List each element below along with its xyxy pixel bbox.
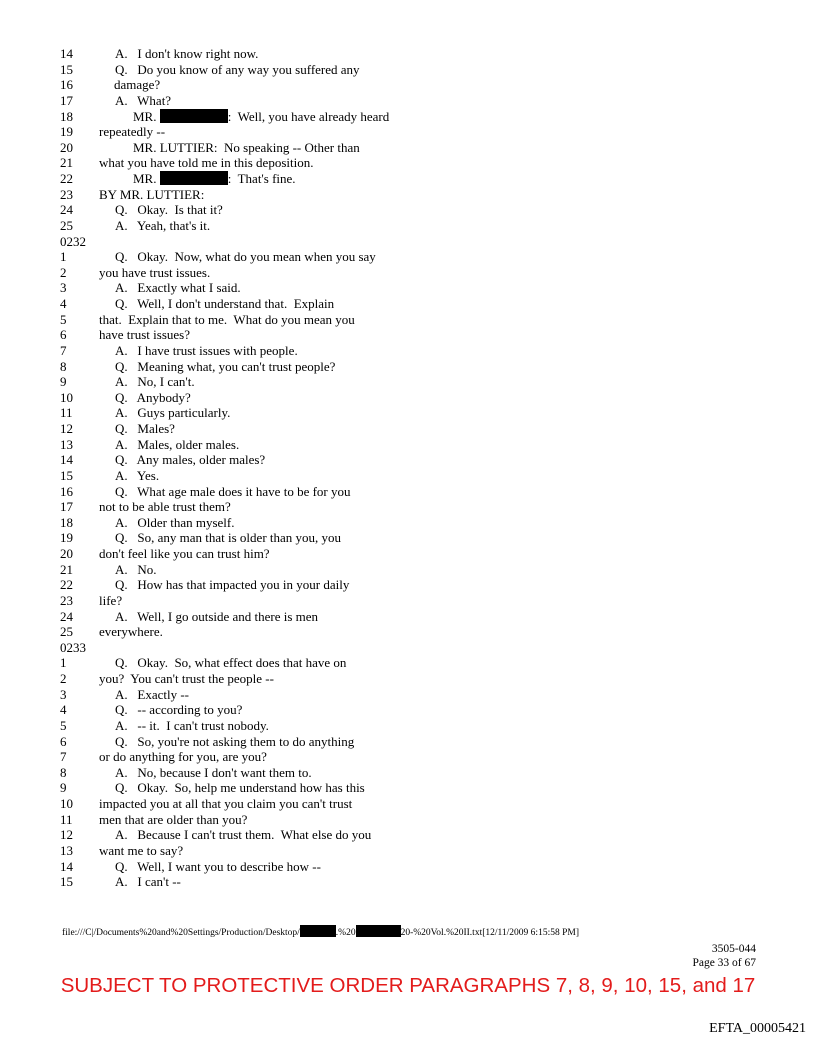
transcript-line <box>0 359 816 375</box>
transcript-line <box>0 796 816 812</box>
line-text <box>115 780 365 796</box>
line-text <box>115 296 334 312</box>
line-text <box>99 327 190 343</box>
line-text <box>115 827 371 843</box>
line-text-segment: A. I have trust issues with people. <box>115 342 298 358</box>
line-text-segment: Q. Okay. Is that it? <box>115 202 223 218</box>
line-number: 15 <box>60 874 73 890</box>
line-number: 15 <box>60 61 73 77</box>
transcript-line <box>0 780 816 796</box>
line-number: 5 <box>60 717 67 733</box>
line-text-segment: Q. How has that impacted you in your daily <box>115 577 350 593</box>
transcript-line <box>0 312 816 328</box>
line-number: 21 <box>60 155 73 171</box>
transcript-line <box>0 437 816 453</box>
line-number: 8 <box>60 764 67 780</box>
line-text-segment: everywhere. <box>99 624 163 640</box>
line-text-segment: that. Explain that to me. What do you mean you <box>99 311 355 327</box>
line-text <box>133 171 296 187</box>
line-text <box>99 187 204 203</box>
line-number: 14 <box>60 46 73 61</box>
line-text-segment: Q. So, any man that is older than you, you <box>115 530 342 546</box>
line-number: 14 <box>60 858 73 874</box>
line-text <box>99 265 210 281</box>
line-number: 25 <box>60 624 73 640</box>
line-number: 20 <box>60 139 73 155</box>
line-number: 10 <box>60 389 73 405</box>
line-text-segment: : That's fine. <box>227 171 296 186</box>
line-text-segment: or do anything for you, are you? <box>99 749 267 765</box>
page-number: Page 33 of 67 <box>692 957 756 969</box>
transcript-line <box>0 734 816 750</box>
transcript-line <box>0 249 816 265</box>
line-number: 25 <box>60 217 73 233</box>
line-text-segment: Q. -- according to you? <box>115 702 243 718</box>
redaction-bar <box>356 925 401 937</box>
line-text <box>115 468 159 484</box>
transcript-line <box>0 155 816 171</box>
line-text <box>115 687 189 703</box>
line-text <box>99 671 274 687</box>
line-text-segment: MR. <box>133 171 160 186</box>
line-text <box>99 593 122 609</box>
line-number: 7 <box>60 342 67 358</box>
line-number: 17 <box>60 92 73 108</box>
transcript-line <box>0 327 816 343</box>
line-text-segment: A. What? <box>115 92 172 108</box>
line-text <box>115 249 376 265</box>
line-text <box>115 218 210 234</box>
line-text-segment: Q. Anybody? <box>115 389 191 405</box>
transcript-line <box>0 405 816 421</box>
line-text-segment: A. Exactly -- <box>115 686 190 702</box>
line-number: 18 <box>60 108 73 124</box>
transcript-line <box>0 859 816 875</box>
line-number: 6 <box>60 733 67 749</box>
line-text <box>115 202 223 218</box>
transcript-line <box>0 718 816 734</box>
line-number: 9 <box>60 780 67 796</box>
line-text-segment: have trust issues? <box>99 327 190 343</box>
transcript-line <box>0 46 816 62</box>
line-text-segment: A. No. <box>115 561 157 577</box>
transcript-line <box>0 546 816 562</box>
line-text-segment: A. No, I can't. <box>115 374 195 390</box>
line-text <box>115 530 341 546</box>
page-marker-line <box>0 234 816 250</box>
line-text-segment: you? You can't trust the people -- <box>99 671 274 686</box>
line-text-segment: don't feel like you can trust him? <box>99 546 270 561</box>
line-text <box>114 77 160 93</box>
file-path-segment: file:///C|/Documents%20and%20Settings/Production/Desktop/ <box>62 928 300 938</box>
line-text-segment: A. Males, older males. <box>115 436 240 452</box>
transcript-line <box>0 421 816 437</box>
line-text <box>99 312 355 328</box>
transcript-line <box>0 749 816 765</box>
protective-order-notice: SUBJECT TO PROTECTIVE ORDER PARAGRAPHS 7, 8, 9, 10, 15, and 17 <box>60 974 756 997</box>
transcript-line <box>0 218 816 234</box>
transcript-line <box>0 296 816 312</box>
line-number: 2 <box>60 264 67 280</box>
line-text-segment: damage? <box>114 77 161 93</box>
line-text <box>115 374 195 390</box>
transcript-line <box>0 671 816 687</box>
transcript-line <box>0 343 816 359</box>
line-text-segment: A. No, because I don't want them to. <box>115 764 312 780</box>
transcript-line <box>0 187 816 203</box>
line-text-segment: Q. What age male does it have to be for you <box>115 483 351 499</box>
line-text-segment: impacted you at all that you claim you can't trust <box>99 796 353 811</box>
line-text-segment: A. Older than myself. <box>115 514 235 530</box>
line-text <box>115 562 157 578</box>
line-text-segment: A. I can't -- <box>115 874 181 890</box>
line-text <box>133 140 360 156</box>
line-number: 14 <box>60 452 73 468</box>
line-number: 4 <box>60 296 67 311</box>
line-text-segment: Q. Any males, older males? <box>115 452 266 468</box>
line-number: 19 <box>60 530 73 546</box>
line-text <box>115 765 312 781</box>
file-path-segment: .%20 <box>335 928 356 938</box>
transcript-line <box>0 609 816 625</box>
line-text-segment: MR. LUTTIER: No speaking -- Other than <box>133 139 360 155</box>
page-marker-number: 0233 <box>60 639 86 655</box>
transcript-line <box>0 390 816 406</box>
page-marker-line <box>0 640 816 656</box>
transcript-line <box>0 484 816 500</box>
line-text <box>115 452 265 468</box>
line-number: 19 <box>60 124 73 140</box>
line-text <box>99 624 163 640</box>
line-text <box>115 46 258 62</box>
transcript-line <box>0 452 816 468</box>
line-text-segment: A. Yes. <box>115 467 160 483</box>
line-text-segment: Q. Do you know of any way you suffered any <box>115 61 360 77</box>
line-text-segment: Q. Okay. So, what effect does that have on <box>115 655 347 671</box>
line-text <box>115 437 239 453</box>
efta-identifier: EFTA_00005421 <box>709 1021 806 1036</box>
line-number: 10 <box>60 796 73 811</box>
line-text <box>115 62 360 78</box>
transcript-line <box>0 624 816 640</box>
line-number: 2 <box>60 671 67 686</box>
line-text-segment: Q. Well, I don't understand that. Explain <box>115 296 335 311</box>
transcript-line <box>0 843 816 859</box>
line-text <box>115 859 321 875</box>
line-text <box>133 109 389 125</box>
line-text <box>99 155 313 171</box>
line-text <box>115 359 335 375</box>
line-text-segment: BY MR. LUTTIER: <box>99 186 205 202</box>
line-number: 8 <box>60 358 67 374</box>
line-number: 18 <box>60 514 73 530</box>
transcript-line <box>0 468 816 484</box>
transcript-line <box>0 77 816 93</box>
transcript-line <box>0 140 816 156</box>
line-number: 3 <box>60 280 67 296</box>
redaction-bar <box>300 925 336 937</box>
line-text-segment: : Well, you have already heard <box>227 108 390 124</box>
line-text-segment: A. I don't know right now. <box>115 46 259 61</box>
transcript-body <box>0 46 816 890</box>
line-number: 23 <box>60 592 73 608</box>
transcript-line <box>0 827 816 843</box>
line-number: 5 <box>60 311 67 327</box>
transcript-line <box>0 93 816 109</box>
line-text <box>99 546 270 562</box>
line-number: 24 <box>60 202 73 218</box>
transcript-line <box>0 702 816 718</box>
line-text <box>115 609 318 625</box>
line-number: 17 <box>60 499 73 515</box>
transcript-line <box>0 655 816 671</box>
transcript-line <box>0 874 816 890</box>
line-text <box>99 843 183 859</box>
line-text-segment: A. -- it. I can't trust nobody. <box>115 717 269 733</box>
line-text-segment: Q. Well, I want you to describe how -- <box>115 858 321 874</box>
line-text <box>115 718 269 734</box>
line-text-segment: repeatedly -- <box>99 124 166 140</box>
line-number: 9 <box>60 374 67 390</box>
transcript-line <box>0 265 816 281</box>
line-text-segment: A. Yeah, that's it. <box>115 217 211 233</box>
line-number: 16 <box>60 77 73 93</box>
document-number: 3505-044 <box>711 943 756 955</box>
line-text-segment: want me to say? <box>99 842 184 858</box>
line-text-segment: Q. Okay. Now, what do you mean when you say <box>115 249 376 265</box>
line-text-segment: life? <box>99 592 123 608</box>
line-number: 22 <box>60 577 73 593</box>
line-text-segment: Q. So, you're not asking them to do anything <box>115 733 355 749</box>
redaction-bar <box>160 109 228 123</box>
line-number: 11 <box>60 405 73 421</box>
transcript-line <box>0 62 816 78</box>
line-text <box>115 655 346 671</box>
line-text <box>115 734 354 750</box>
line-number: 23 <box>60 186 73 202</box>
line-number: 12 <box>60 421 73 436</box>
line-number: 11 <box>60 811 73 827</box>
line-number: 20 <box>60 546 73 561</box>
line-text <box>115 421 175 437</box>
line-text-segment: you have trust issues. <box>99 264 211 280</box>
transcript-line <box>0 109 816 125</box>
transcript-line <box>0 562 816 578</box>
line-text-segment: what you have told me in this deposition. <box>99 155 314 171</box>
transcript-line <box>0 202 816 218</box>
line-text <box>99 124 165 140</box>
line-number: 21 <box>60 561 73 577</box>
line-number: 13 <box>60 436 73 452</box>
line-number: 12 <box>60 827 73 843</box>
line-text <box>115 515 235 531</box>
line-text-segment: A. Exactly what I said. <box>115 280 241 296</box>
line-number: 22 <box>60 171 73 186</box>
line-text <box>99 812 247 828</box>
transcript-line <box>0 280 816 296</box>
line-text <box>115 93 171 109</box>
line-text <box>115 874 181 890</box>
line-text <box>115 390 191 406</box>
line-number: 1 <box>60 249 67 265</box>
line-text-segment: A. Well, I go outside and there is men <box>115 608 319 624</box>
transcript-line <box>0 530 816 546</box>
line-number: 4 <box>60 702 67 718</box>
line-number: 15 <box>60 467 73 483</box>
transcript-line <box>0 593 816 609</box>
line-text-segment: A. Guys particularly. <box>115 405 231 421</box>
line-text-segment: men that are older than you? <box>99 811 248 827</box>
redaction-bar <box>160 171 228 185</box>
line-text <box>115 702 242 718</box>
line-text <box>115 280 241 296</box>
line-number: 16 <box>60 483 73 499</box>
line-text <box>115 405 230 421</box>
line-text <box>115 343 298 359</box>
line-text <box>99 796 352 812</box>
transcript-line <box>0 577 816 593</box>
line-text-segment: Q. Males? <box>115 421 175 436</box>
line-text <box>115 577 349 593</box>
line-text-segment: A. Because I can't trust them. What else do you <box>115 827 372 843</box>
line-text <box>99 499 231 515</box>
line-text-segment: not to be able trust them? <box>99 499 231 515</box>
transcript-line <box>0 687 816 703</box>
transcript-line <box>0 499 816 515</box>
line-text-segment: MR. <box>133 108 160 124</box>
line-number: 1 <box>60 655 67 671</box>
transcript-line <box>0 765 816 781</box>
file-path-segment: 20-%20Vol.%20II.txt[12/11/2009 6:15:58 PM] <box>400 928 579 938</box>
line-text <box>99 749 267 765</box>
line-text-segment: Q. Okay. So, help me understand how has this <box>115 780 365 796</box>
line-number: 24 <box>60 608 73 624</box>
transcript-line <box>0 812 816 828</box>
file-path-footer <box>62 925 579 938</box>
transcript-line <box>0 515 816 531</box>
transcript-line <box>0 171 816 187</box>
transcript-line <box>0 374 816 390</box>
line-number: 6 <box>60 327 67 343</box>
transcript-line <box>0 124 816 140</box>
line-number: 3 <box>60 686 67 702</box>
page-marker-number: 0232 <box>60 233 86 249</box>
line-text-segment: Q. Meaning what, you can't trust people? <box>115 358 336 374</box>
line-number: 7 <box>60 749 67 765</box>
line-number: 13 <box>60 842 73 858</box>
line-text <box>115 484 351 500</box>
